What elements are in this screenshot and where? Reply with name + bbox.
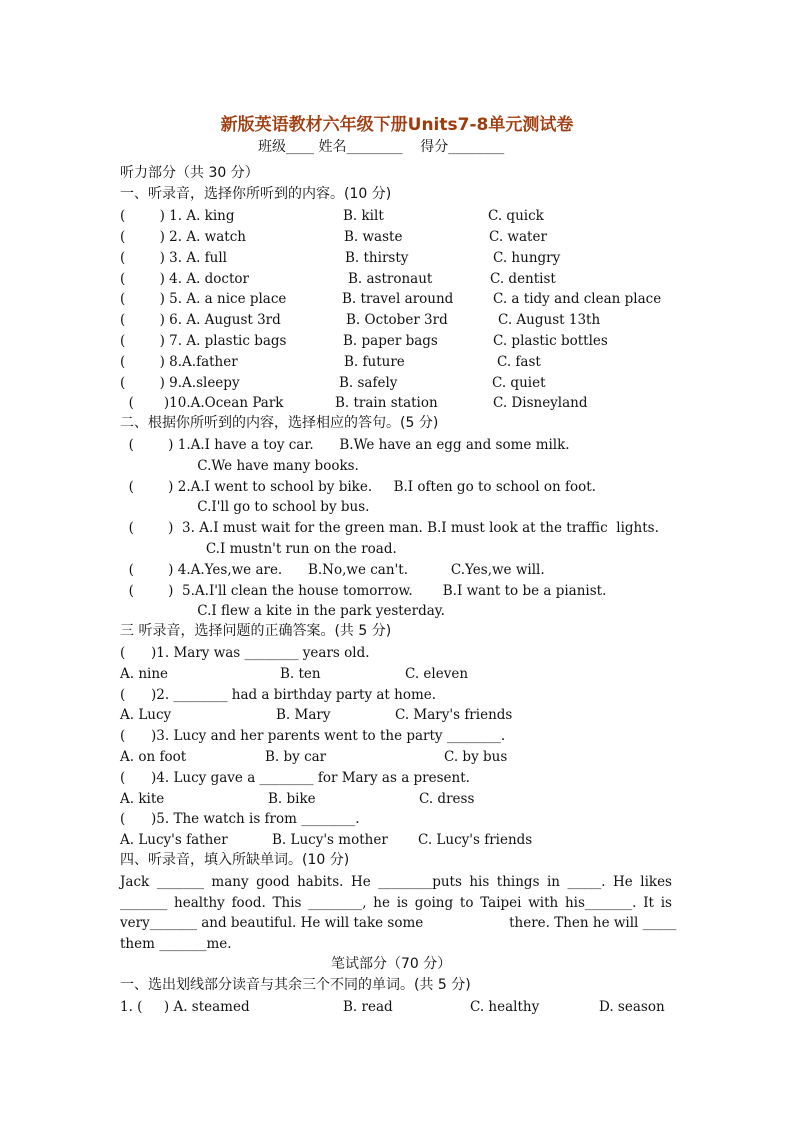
option-c: C. dress	[419, 791, 475, 807]
option-a: A. kite	[120, 791, 165, 807]
section-2-line: C.I'll go to school by bus.	[120, 499, 370, 515]
section-2-line: C.I mustn't run on the road.	[120, 541, 397, 557]
option-c: C. plastic bottles	[493, 333, 608, 349]
option-c: C. eleven	[405, 666, 469, 682]
section-2-line: ( ) 5.A.I'll clean the house tomorrow. B.I want to be a pianist.	[120, 583, 607, 599]
question-text: ( )10.A.Ocean Park	[120, 395, 284, 411]
section-2-line: ( ) 1.A.I have a toy car. B.We have an egg and some milk.	[120, 437, 570, 453]
option-c: C. a tidy and clean place	[493, 291, 662, 307]
question-text: ( )4. Lucy gave a ________ for Mary as a present.	[120, 770, 470, 786]
question-text: ( )5. The watch is from ________.	[120, 811, 360, 827]
option-a: A. Lucy's father	[120, 832, 228, 848]
section-5-heading: 一、选出划线部分读音与其余三个不同的单词。(共 5 分)	[120, 977, 471, 993]
option-b: B. kilt	[343, 208, 384, 224]
section-2-line: ( ) 2.A.I went to school by bike. B.I often go to school on foot.	[120, 479, 596, 495]
option-a: A. Lucy	[120, 707, 172, 723]
option-c: C. August 13th	[498, 312, 601, 328]
section-2-line: C.We have many books.	[120, 458, 359, 474]
option-c: C. dentist	[490, 271, 556, 287]
written-header: 笔试部分（70 分）	[331, 956, 452, 972]
section-2-heading: 二、根据你所听到的内容，选择相应的答句。(5 分)	[120, 415, 439, 431]
passage-line: very_______ and beautiful. He will take some there. Then he will _____	[120, 915, 677, 931]
option-a: A. nine	[120, 666, 169, 682]
option-d: D. season	[599, 999, 665, 1015]
option-c: C. quiet	[492, 375, 546, 391]
option-c: C. fast	[497, 354, 541, 370]
option-c: C. healthy	[470, 999, 540, 1015]
question-text: 1. ( ) A. steamed	[120, 999, 250, 1015]
section-2-line: ( ) 3. A.I must wait for the green man. B.I must look at the traffic lights.	[120, 520, 659, 536]
question-text: ( ) 3. A. full	[120, 250, 227, 266]
option-b: B. waste	[344, 229, 403, 245]
question-text: ( ) 2. A. watch	[120, 229, 246, 245]
passage-line: _______ healthy food. This ________, he is going to Taipei with his_______. It is	[120, 895, 672, 911]
option-c: C. by bus	[444, 749, 508, 765]
page-title: 新版英语教材六年级下册Units7-8单元测试卷	[220, 115, 574, 135]
option-a: A. on foot	[120, 749, 187, 765]
info-line: 班级____ 姓名________ 得分________	[258, 139, 505, 155]
passage-line: them _______me.	[120, 936, 232, 952]
section-1-heading: 一、听录音，选择你所听到的内容。(10 分)	[120, 186, 392, 202]
option-b: B. train station	[335, 395, 438, 411]
option-b: B. by car	[265, 749, 327, 765]
option-b: B. Mary	[276, 707, 331, 723]
option-b: B. Lucy's mother	[272, 832, 388, 848]
question-text: ( ) 6. A. August 3rd	[120, 312, 281, 328]
listening-header: 听力部分（共 30 分）	[120, 165, 259, 181]
question-text: ( ) 5. A. a nice place	[120, 291, 287, 307]
option-b: B. read	[343, 999, 393, 1015]
question-text: ( )2. ________ had a birthday party at home.	[120, 687, 437, 703]
option-c: C. Lucy's friends	[418, 832, 533, 848]
section-2-line: C.I flew a kite in the park yesterday.	[120, 603, 445, 619]
question-text: ( ) 9.A.sleepy	[120, 375, 240, 391]
question-text: ( ) 7. A. plastic bags	[120, 333, 287, 349]
option-b: B. paper bags	[343, 333, 438, 349]
option-c: C. Mary's friends	[395, 707, 513, 723]
option-c: C. Disneyland	[493, 395, 588, 411]
section-3-heading: 三 听录音，选择问题的正确答案。(共 5 分)	[120, 623, 392, 639]
section-2-line: ( ) 4.A.Yes,we are. B.No,we can't. C.Yes,we will.	[120, 562, 545, 578]
option-b: B. bike	[268, 791, 316, 807]
option-b: B. future	[344, 354, 405, 370]
passage-line: Jack _______ many good habits. He ________puts his things in _____. He likes	[120, 874, 672, 890]
option-b: B. thirsty	[345, 250, 409, 266]
option-c: C. water	[489, 229, 547, 245]
question-text: ( ) 8.A.father	[120, 354, 238, 370]
option-c: C. quick	[488, 208, 544, 224]
question-text: ( ) 1. A. king	[120, 208, 235, 224]
option-b: B. ten	[280, 666, 321, 682]
question-text: ( )1. Mary was ________ years old.	[120, 645, 370, 661]
section-4-heading: 四、听录音，填入所缺单词。(10 分)	[120, 852, 350, 868]
option-b: B. travel around	[342, 291, 454, 307]
option-b: B. astronaut	[348, 271, 433, 287]
option-b: B. October 3rd	[346, 312, 448, 328]
option-b: B. safely	[339, 375, 398, 391]
option-c: C. hungry	[493, 250, 561, 266]
question-text: ( )3. Lucy and her parents went to the party ________.	[120, 728, 506, 744]
question-text: ( ) 4. A. doctor	[120, 271, 249, 287]
